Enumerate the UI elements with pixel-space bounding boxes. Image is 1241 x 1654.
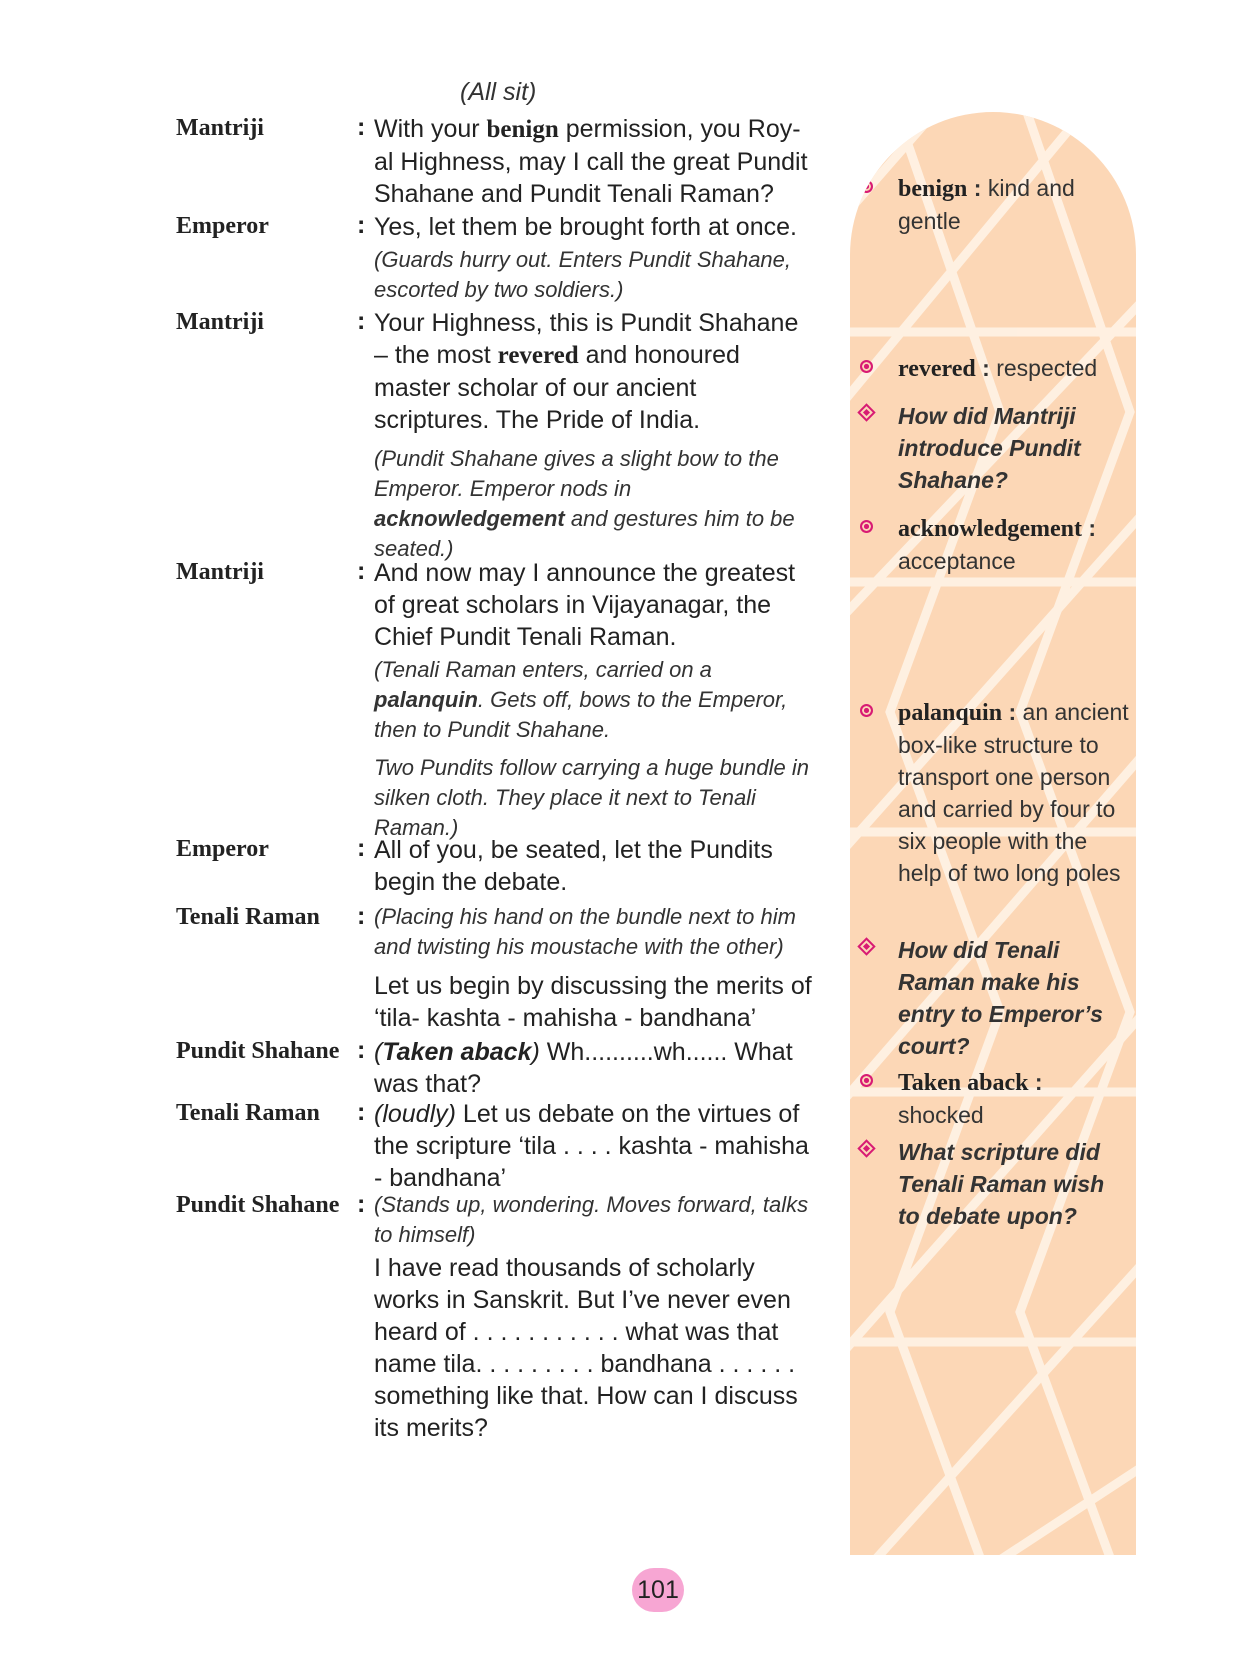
- question-text: How did Mantriji introduce Pundit Shahane?: [898, 403, 1081, 493]
- dialogue-body: [374, 113, 814, 210]
- glossary-text: [898, 352, 1130, 385]
- dialogue-line: [374, 1036, 814, 1100]
- glossary-term: Taken aback: [898, 1070, 1029, 1096]
- glossary-text: [898, 172, 1130, 237]
- speaker-name: Mantriji: [176, 115, 264, 141]
- diamond-bullet-icon: [860, 934, 873, 952]
- speaker-name: Mantriji: [176, 559, 264, 585]
- dialogue-line: [374, 1098, 814, 1194]
- bullet-icon: [860, 512, 873, 530]
- glossary-text: [898, 512, 1130, 577]
- dialogue-body: [374, 557, 814, 843]
- text-run: Your Highness, this is Pundit Shahane – the most: [374, 309, 799, 369]
- text-run: (: [374, 1038, 383, 1066]
- glossary-separator: :: [975, 355, 997, 381]
- text-run: permission, you Roy- al Highness, may I call the great Pundit Shahane and Pundit Tenali Raman?: [374, 115, 808, 208]
- speaker-colon: :: [357, 307, 366, 335]
- diamond-bullet-icon: [860, 400, 873, 418]
- dialogue-line: Let us begin by discussing the merits of ‘tila- kashta - mahisha - bandhana’: [374, 972, 812, 1032]
- dialogue-body: [374, 211, 814, 305]
- speaker-colon: :: [357, 1190, 366, 1218]
- speaker-colon: :: [357, 557, 366, 585]
- speaker-name: Tenali Raman: [176, 1100, 320, 1126]
- glossary-word-inline: revered: [497, 342, 579, 369]
- dialogue-body: [374, 307, 814, 564]
- glossary-term: revered: [898, 356, 976, 382]
- dialogue-body: [374, 1036, 814, 1100]
- glossary-word-inline: Taken aback: [382, 1038, 532, 1066]
- text-run: (Tenali Raman enters, carried on a: [374, 657, 712, 682]
- glossary-word-inline: palanquin: [374, 687, 478, 712]
- glossary-meaning: acceptance: [898, 548, 1016, 574]
- speaker-colon: :: [357, 211, 366, 239]
- dialogue-line: [374, 113, 814, 210]
- glossary-word-inline: benign: [486, 116, 559, 143]
- glossary-separator: :: [1002, 699, 1023, 725]
- text-run: and honoured master scholar of our ancient scriptures. The Pride of India.: [374, 341, 740, 434]
- dialogue-body: [374, 834, 814, 898]
- stage-direction: [374, 655, 814, 745]
- stage-direction: [374, 444, 814, 564]
- glossary-text: [898, 696, 1130, 889]
- speaker-name: Tenali Raman: [176, 904, 320, 930]
- glossary-separator: :: [1081, 515, 1097, 541]
- diamond-bullet-icon: [860, 1136, 873, 1154]
- text-run: and gestures him to be seated.): [374, 506, 795, 561]
- glossary-text: [898, 1066, 1130, 1131]
- speaker-colon: :: [357, 113, 366, 141]
- dialogue-line: I have read thousands of scholarly works in Sanskrit. But I’ve never even heard of . . . . . . . . . . . what was that name tila. . . . . . . . . bandhana . . . . . . something like that. How can I discuss its merits?: [374, 1254, 798, 1442]
- dialogue-body: [374, 1190, 814, 1444]
- speaker-colon: :: [357, 902, 366, 930]
- speaker-name: Pundit Shahane: [176, 1192, 340, 1218]
- text-run: (Pundit Shahane gives a slight bow to the Emperor. Emperor nods in: [374, 446, 779, 501]
- dialogue-body: [374, 1098, 814, 1194]
- glossary-meaning: kind and gentle: [898, 175, 1075, 234]
- stage-direction: (Placing his hand on the bundle next to him and twisting his moustache with the other): [374, 904, 796, 959]
- text-run: ): [531, 1038, 540, 1066]
- stage-direction: (Stands up, wondering. Moves forward, talks to himself): [374, 1192, 809, 1247]
- glossary-meaning: an ancient box-like structure to transport one person and carried by four to six people with the help of two long poles: [898, 699, 1129, 886]
- text-run: Wh..........wh...... What was that?: [374, 1038, 793, 1098]
- question-text: What scripture did Tenali Raman wish to debate upon?: [898, 1139, 1105, 1229]
- glossary-separator: :: [967, 175, 988, 201]
- page-number: 101: [632, 1568, 684, 1612]
- stage-direction: (Guards hurry out. Enters Pundit Shahane, escorted by two soldiers.): [374, 247, 792, 302]
- glossary-separator: :: [1028, 1069, 1043, 1095]
- glossary-term: palanquin: [898, 700, 1003, 726]
- dialogue-line: Yes, let them be brought forth at once.: [374, 213, 797, 241]
- text-run: Let us debate on the virtues of the scripture ‘tila . . . . kashta - mahisha - bandhana’: [374, 1100, 809, 1192]
- bullet-icon: [860, 696, 873, 714]
- text-run: With your: [374, 115, 487, 143]
- glossary-panel: [850, 112, 1136, 1555]
- glossary-meaning: shocked: [898, 1102, 984, 1128]
- stage-direction: Two Pundits follow carrying a huge bundle in silken cloth. They place it next to Tenali Raman.): [374, 755, 809, 840]
- scene-direction: (All sit): [460, 78, 537, 106]
- glossary-term: acknowledgement: [898, 516, 1082, 542]
- speaker-colon: :: [357, 1036, 366, 1064]
- bullet-icon: [860, 1066, 873, 1084]
- speaker-colon: :: [357, 1098, 366, 1126]
- question-text: How did Tenali Raman make his entry to Emperor’s court?: [898, 937, 1103, 1059]
- text-run: . Gets off, bows to the Emperor, then to Pundit Shahane.: [374, 687, 788, 742]
- bullet-icon: [860, 172, 873, 190]
- speaker-name: Mantriji: [176, 309, 264, 335]
- speaker-name: Pundit Shahane: [176, 1038, 340, 1064]
- speaker-name: Emperor: [176, 213, 269, 239]
- glossary-term: benign: [898, 176, 968, 202]
- stage-direction: (loudly): [374, 1100, 456, 1128]
- dialogue-line: All of you, be seated, let the Pundits begin the debate.: [374, 836, 773, 896]
- speaker-name: Emperor: [176, 836, 269, 862]
- bullet-icon: [860, 352, 873, 370]
- glossary-meaning: respected: [996, 355, 1098, 381]
- glossary-word-inline: acknowledgement: [374, 506, 565, 531]
- dialogue-body: [374, 902, 814, 1034]
- speaker-colon: :: [357, 834, 366, 862]
- dialogue-line: And now may I announce the greatest of great scholars in Vijayanagar, the Chief Pundit Tenali Raman.: [374, 559, 796, 651]
- dialogue-line: [374, 307, 814, 436]
